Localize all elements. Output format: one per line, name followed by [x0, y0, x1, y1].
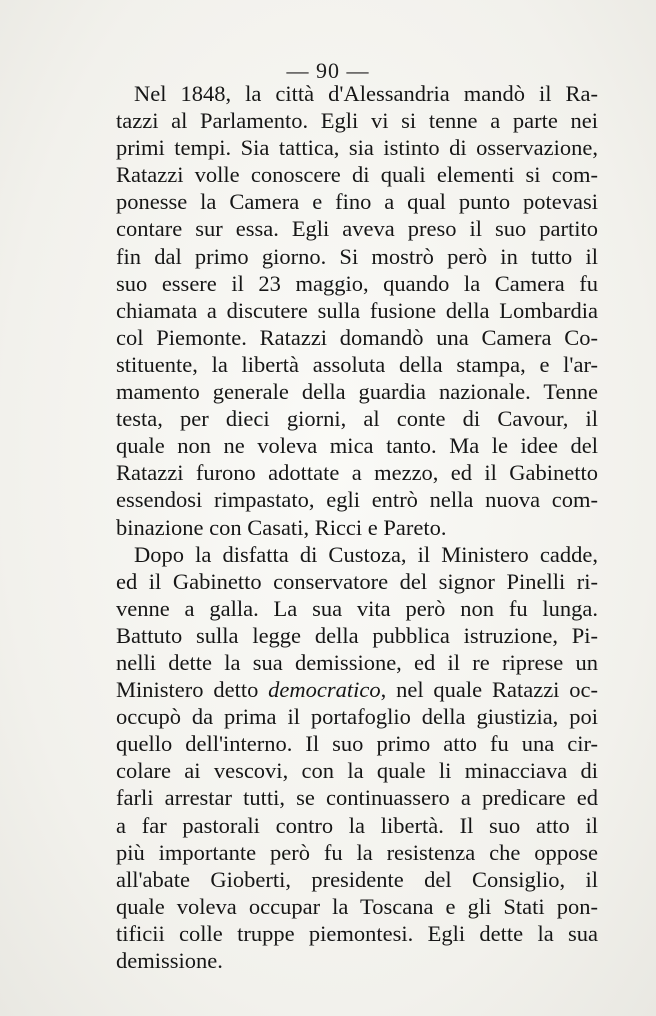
text-segment: , nel quale Ratazzi oc-: [380, 677, 598, 703]
italic-word: democratico: [268, 677, 381, 703]
body-text: [116, 80, 598, 974]
text-line: Ratazzi furono adottate a mezzo, ed il Gabinetto: [116, 460, 598, 486]
text-line: primi tempi. Sia tattica, sia istinto di osservazione,: [116, 135, 598, 161]
text-line: a far pastorali contro la libertà. Il suo atto il: [116, 812, 598, 838]
text-line: stituente, la libertà assoluta della stampa, e l'ar-: [116, 351, 598, 377]
text-segment: Ministero detto: [116, 677, 269, 703]
text-line: mamento generale della guardia nazionale. Tenne: [116, 379, 598, 405]
paragraph-1: [116, 80, 598, 541]
text-line: ponesse la Camera e fino a qual punto potevasi: [116, 189, 598, 215]
text-line: quale non ne voleva mica tanto. Ma le idee del: [116, 433, 598, 459]
text-line: fin dal primo giorno. Si mostrò però in tutto il: [116, 243, 598, 269]
page-number: — 90 —: [286, 58, 370, 83]
text-line: Ratazzi volle conoscere di quali elementi si com-: [116, 162, 598, 188]
text-line: tificii colle truppe piemontesi. Egli dette la sua: [116, 920, 598, 946]
text-line: tazzi al Parlamento. Egli vi si tenne a parte nei: [116, 108, 598, 134]
text-line: all'abate Gioberti, presidente del Consiglio, il: [116, 866, 598, 892]
text-line: occupò da prima il portafoglio della giustizia, poi: [116, 704, 598, 730]
text-line: chiamata a discutere sulla fusione della Lombardia: [116, 297, 598, 323]
text-line: binazione con Casati, Ricci e Pareto.: [116, 514, 447, 540]
text-line: quale voleva occupar la Toscana e gli Stati pon-: [116, 893, 598, 919]
text-line: Battuto sulla legge della pubblica istruzione, Pi-: [116, 622, 598, 648]
text-line-mixed: [116, 676, 598, 703]
text-line: ed il Gabinetto conservatore del signor Pinelli ri-: [116, 568, 598, 594]
text-line: contare sur essa. Egli aveva preso il suo partito: [116, 216, 598, 242]
text-line: testa, per dieci giorni, al conte di Cavour, il: [116, 406, 598, 432]
text-line: essendosi rimpastato, egli entrò nella nuova com-: [116, 487, 598, 513]
text-line: Dopo la disfatta di Custoza, il Ministero cadde,: [134, 541, 598, 567]
text-line: Nel 1848, la città d'Alessandria mandò il Ra-: [134, 81, 598, 106]
text-line: quello dell'interno. Il suo primo atto fu una cir-: [116, 731, 598, 757]
text-line: nelli dette la sua demissione, ed il re riprese un: [116, 649, 598, 675]
text-line: venne a galla. La sua vita però non fu lunga.: [116, 595, 598, 621]
text-line: colare ai vescovi, con la quale li minacciava di: [116, 758, 598, 784]
paragraph-2: [116, 541, 598, 975]
text-line: col Piemonte. Ratazzi domandò una Camera Co-: [116, 324, 598, 350]
text-line: farli arrestar tutti, se continuassero a predicare ed: [116, 785, 598, 811]
text-line: suo essere il 23 maggio, quando la Camera fu: [116, 270, 598, 296]
text-line: più importante però fu la resistenza che oppose: [116, 839, 598, 865]
text-line: demissione.: [116, 948, 223, 973]
